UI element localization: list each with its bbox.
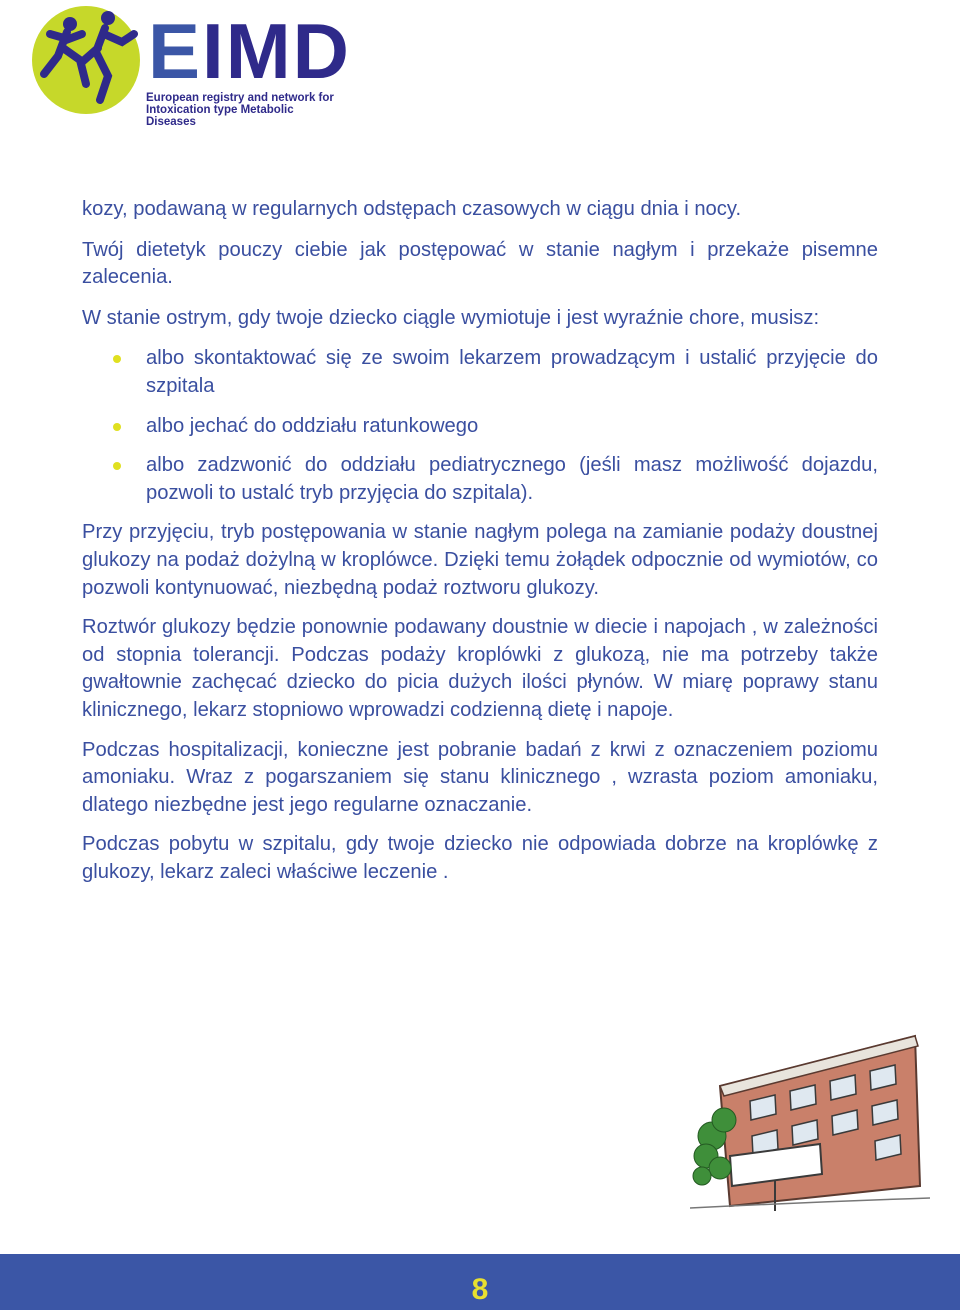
paragraph-1: kozy, podawaną w regularnych odstępach czasowych w ciągu dnia i nocy.: [82, 198, 742, 220]
eimd-logo: [30, 4, 352, 128]
logo-subtitle: [146, 92, 340, 128]
hospital-building-illustration-icon: [690, 1016, 930, 1216]
list-item-text: albo skontaktować się ze swoim lekarzem prowadzącym i ustalić przyjęcie do szpitala: [146, 347, 878, 397]
logo-subtitle-line1: European registry and network for: [146, 92, 334, 104]
bullet-list: [82, 345, 878, 507]
paragraph-3: W stanie ostrym, gdy twoje dziecko ciągle wymiotuje i jest wyraźnie chore, musisz:: [82, 306, 820, 329]
list-item: [82, 413, 878, 441]
list-item-text: albo zadzwonić do oddziału pediatrycznego (jeśli masz możliwość dojazdu, pozwoli to ustalć tryb przyjęcia do szpitala).: [146, 454, 878, 504]
list-item: [82, 345, 878, 400]
paragraph-5: Roztwór glukozy będzie ponownie podawany doustnie w diecie i napojach , w zależności od stopnia tolerancji. Podczas podaży kroplówki z glukozą, nie ma potrzeby także gwałtownie zachęcać dziecko do picia dużych ilości płynów. W miarę poprawy stanu klinicznego, lekarz stopniowo wprowadzi codzienną dietę i napoje.: [82, 616, 878, 721]
bullet-dot-icon: [113, 355, 121, 363]
paragraph-2: Twój dietetyk pouczy ciebie jak postępować w stanie nagłym i przekaże pisemne zalecenia.: [82, 238, 878, 289]
paragraph-4: Przy przyjęciu, tryb postępowania w stanie nagłym polega na zamianie podaży doustnej glukozy na podaż dożylną w kroplówce. Dzięki temu żołądek odpocznie od wymiotów, co pozwoli kontynuować, niezbędną podaż roztworu glukozy.: [82, 521, 878, 599]
list-item: [82, 452, 878, 507]
running-figures-logo-icon: [30, 4, 148, 116]
bullet-dot-icon: [113, 462, 121, 470]
document-body: [82, 196, 878, 886]
bullet-dot-icon: [113, 423, 121, 431]
paragraph-6: Podczas hospitalizacji, konieczne jest pobranie badań z krwi z oznaczeniem poziomu amoniaku. Wraz z pogarszaniem się stanu klinicznego , wzrasta poziom amoniaku, dlatego niezbędne jest jego regularne oznaczanie.: [82, 738, 878, 816]
list-item-text: albo jechać do oddziału ratunkowego: [146, 414, 479, 437]
page-number: 8: [471, 1273, 489, 1306]
footer-bar: [0, 1254, 960, 1310]
logo-wordmark: EIMD: [148, 7, 352, 95]
paragraph-7: Podczas pobytu w szpitalu, gdy twoje dziecko nie odpowiada dobrze na kroplówkę z glukozy, lekarz zaleci właściwe leczenie .: [82, 833, 878, 883]
logo-subtitle-line2: Intoxication type Metabolic Diseases: [146, 104, 294, 128]
